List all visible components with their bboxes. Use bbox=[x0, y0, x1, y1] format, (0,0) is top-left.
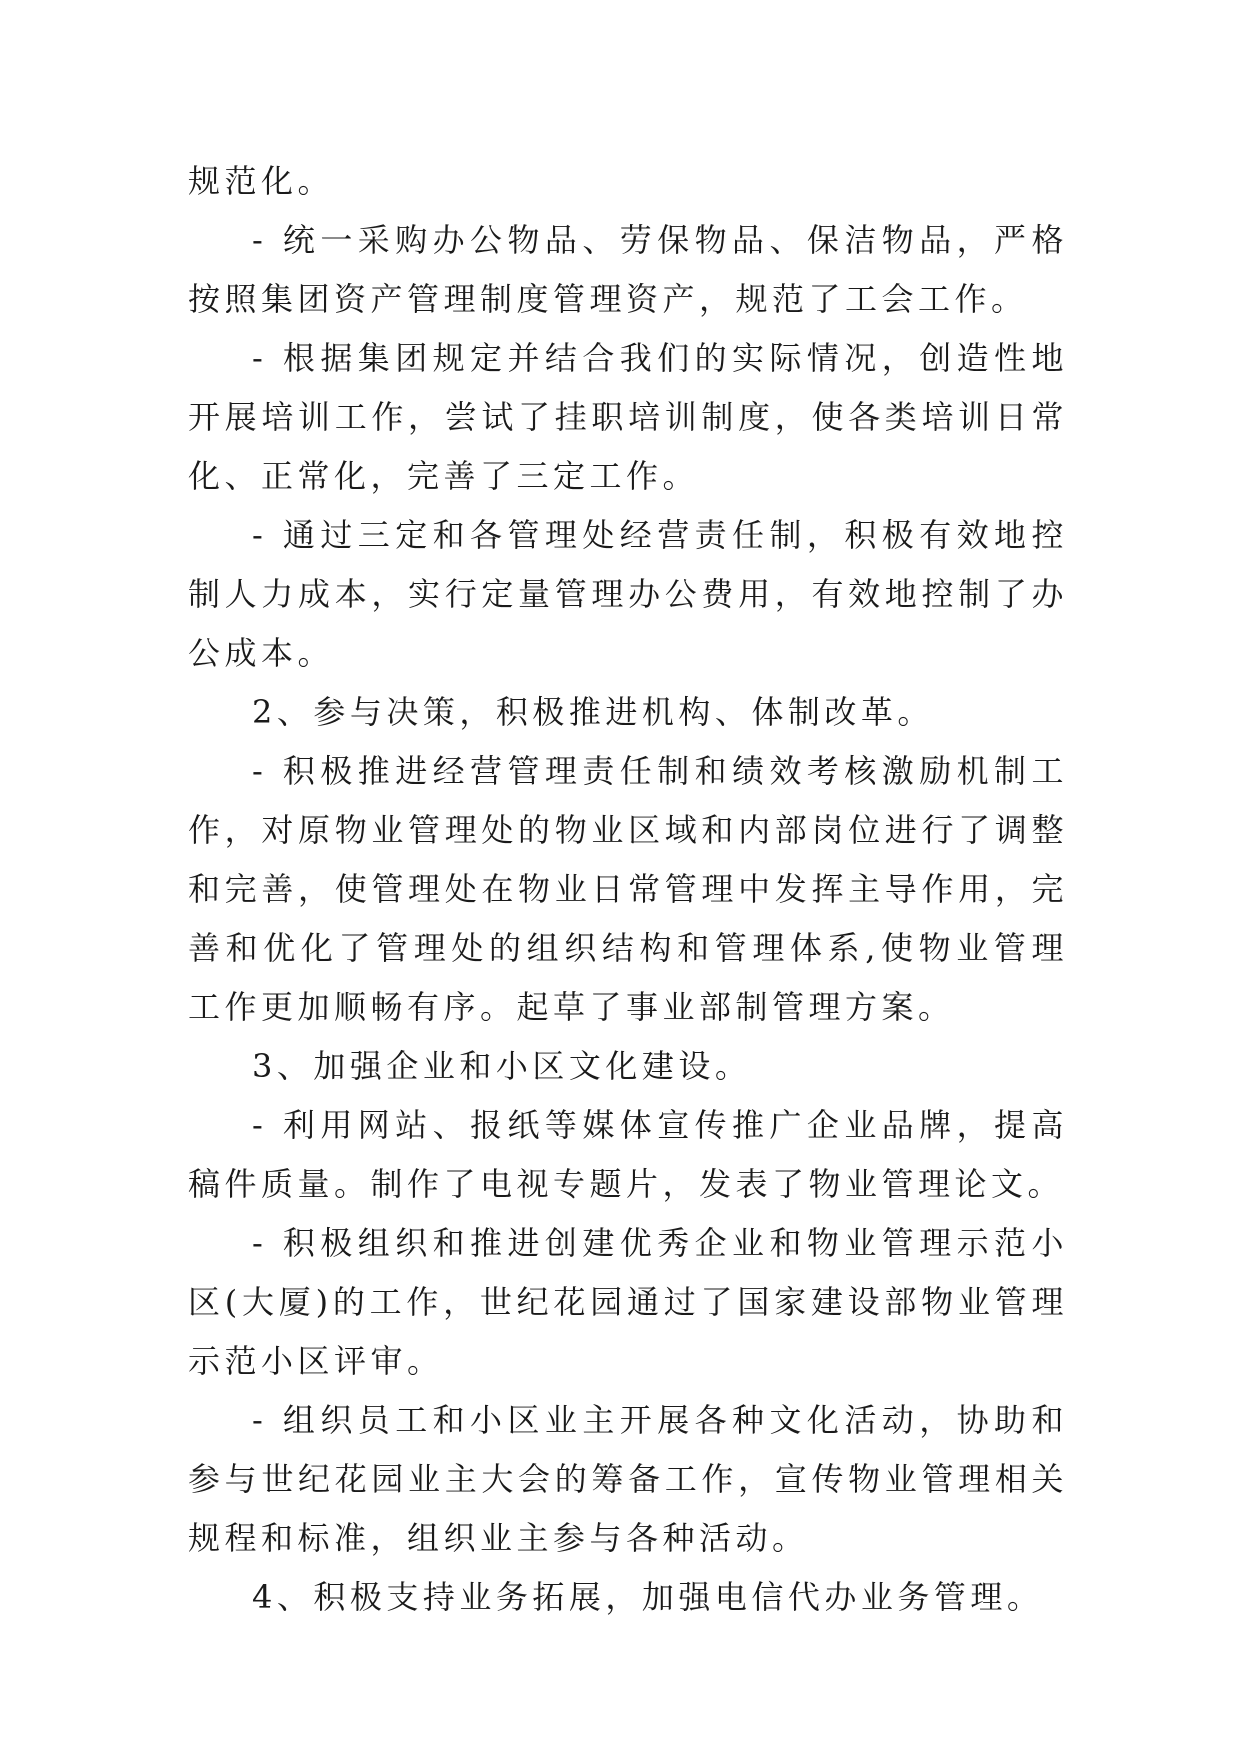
paragraph-continuation: 规范化。 bbox=[188, 162, 335, 200]
section-heading: 3、加强企业和小区文化建设。 bbox=[252, 1047, 752, 1085]
section-heading: 4、积极支持业务拓展，加强电信代办业务管理。 bbox=[252, 1578, 1044, 1616]
paragraph-bullet: - 利用网站、报纸等媒体宣传推广企业品牌，提高稿件质量。制作了电视专题片，发表了物业管理论文。 bbox=[188, 1106, 1068, 1203]
paragraph-bullet: - 根据集团规定并结合我们的实际情况，创造性地开展培训工作，尝试了挂职培训制度，使各类培训日常化、正常化，完善了三定工作。 bbox=[188, 339, 1068, 495]
document-body bbox=[188, 152, 1068, 1627]
paragraph-bullet: - 通过三定和各管理处经营责任制，积极有效地控制人力成本，实行定量管理办公费用，有效地控制了办公成本。 bbox=[188, 516, 1068, 672]
paragraph-bullet: - 积极组织和推进创建优秀企业和物业管理示范小区(大厦)的工作，世纪花园通过了国家建设部物业管理示范小区评审。 bbox=[188, 1224, 1068, 1380]
paragraph-bullet: - 统一采购办公物品、劳保物品、保洁物品，严格按照集团资产管理制度管理资产，规范了工会工作。 bbox=[188, 221, 1068, 318]
paragraph-bullet: - 积极推进经营管理责任制和绩效考核激励机制工作，对原物业管理处的物业区域和内部岗位进行了调整和完善，使管理处在物业日常管理中发挥主导作用，完善和优化了管理处的组织结构和管理体系,使物业管理工作更加顺畅有序。起草了事业部制管理方案。 bbox=[188, 752, 1068, 1026]
section-heading: 2、参与决策，积极推进机构、体制改革。 bbox=[252, 693, 934, 731]
paragraph-bullet: - 组织员工和小区业主开展各种文化活动，协助和参与世纪花园业主大会的筹备工作，宣传物业管理相关规程和标准，组织业主参与各种活动。 bbox=[188, 1401, 1068, 1557]
